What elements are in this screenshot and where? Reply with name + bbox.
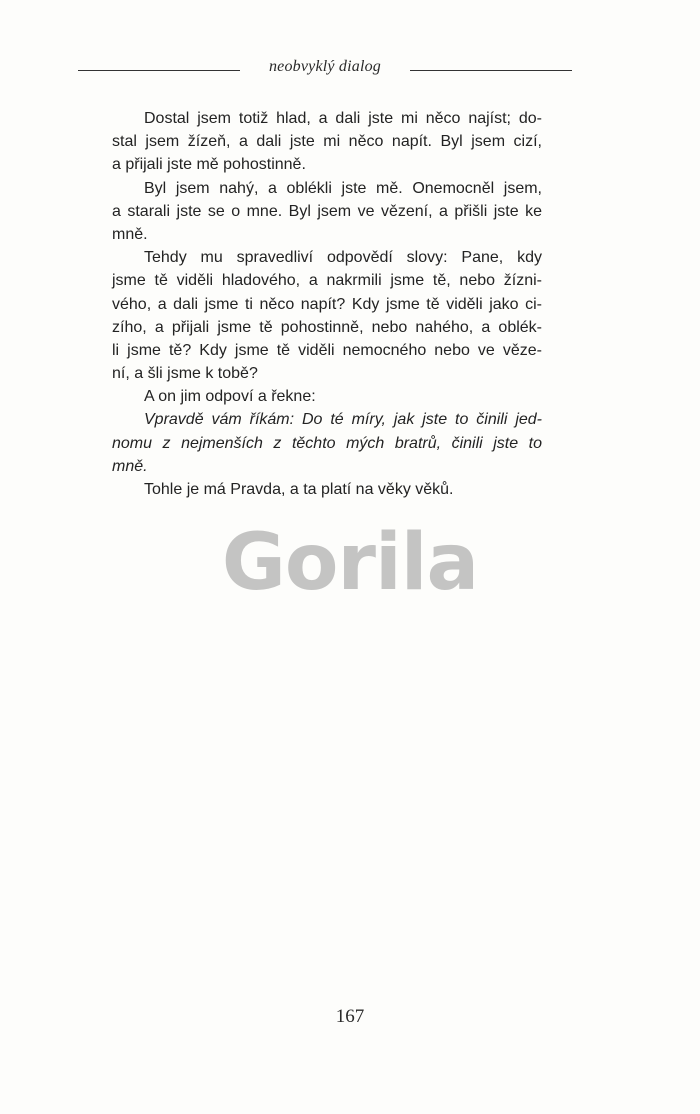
text-line: zího, a přijali jsme tě pohostinně, nebo nahého, a oblék- [112, 318, 542, 336]
text-line: Tehdy mu spravedliví odpovědí slovy: Pane, kdy [144, 249, 542, 267]
watermark: Gorila [221, 518, 479, 608]
text-line: li jsme tě? Kdy jsme tě viděli nemocného nebo ve věze- [112, 341, 542, 359]
text-line: vého, a dali jsme ti něco napít? Kdy jsme tě viděli jako ci- [112, 295, 542, 313]
header-rule-left [78, 70, 240, 71]
quote-line: nomu z nejmenších z těchto mých bratrů, činili jste to [112, 434, 542, 452]
page-number: 167 [335, 1006, 365, 1027]
quote-line: mně. [112, 457, 148, 475]
text-line: Byl jsem nahý, a oblékli jste mě. Onemocněl jsem, [144, 179, 542, 197]
header-rule-right [410, 70, 572, 71]
running-header [78, 58, 572, 78]
text-line: A on jim odpoví a řekne: [144, 388, 316, 406]
text-line: Tohle je má Pravda, a ta platí na věky věků. [144, 481, 454, 498]
page-body [112, 107, 542, 501]
text-line: Dostal jsem totiž hlad, a dali jste mi něco najíst; do- [144, 110, 542, 127]
text-line: mně. [112, 225, 148, 243]
text-line: stal jsem žízeň, a dali jste mi něco napít. Byl jsem cizí, [112, 133, 542, 151]
text-line: a přijali jste mě pohostinně. [112, 156, 306, 174]
text-line: ní, a šli jsme k tobě? [112, 365, 258, 383]
quote-line: Vpravdě vám říkám: Do té míry, jak jste to činili jed- [144, 411, 542, 429]
text-line: a starali jste se o mne. Byl jsem ve vězení, a přišli jste ke [112, 202, 542, 220]
text-line: jsme tě viděli hladového, a nakrmili jsme tě, nebo žízni- [112, 272, 542, 290]
running-title: neobvyklý dialog [268, 58, 382, 75]
